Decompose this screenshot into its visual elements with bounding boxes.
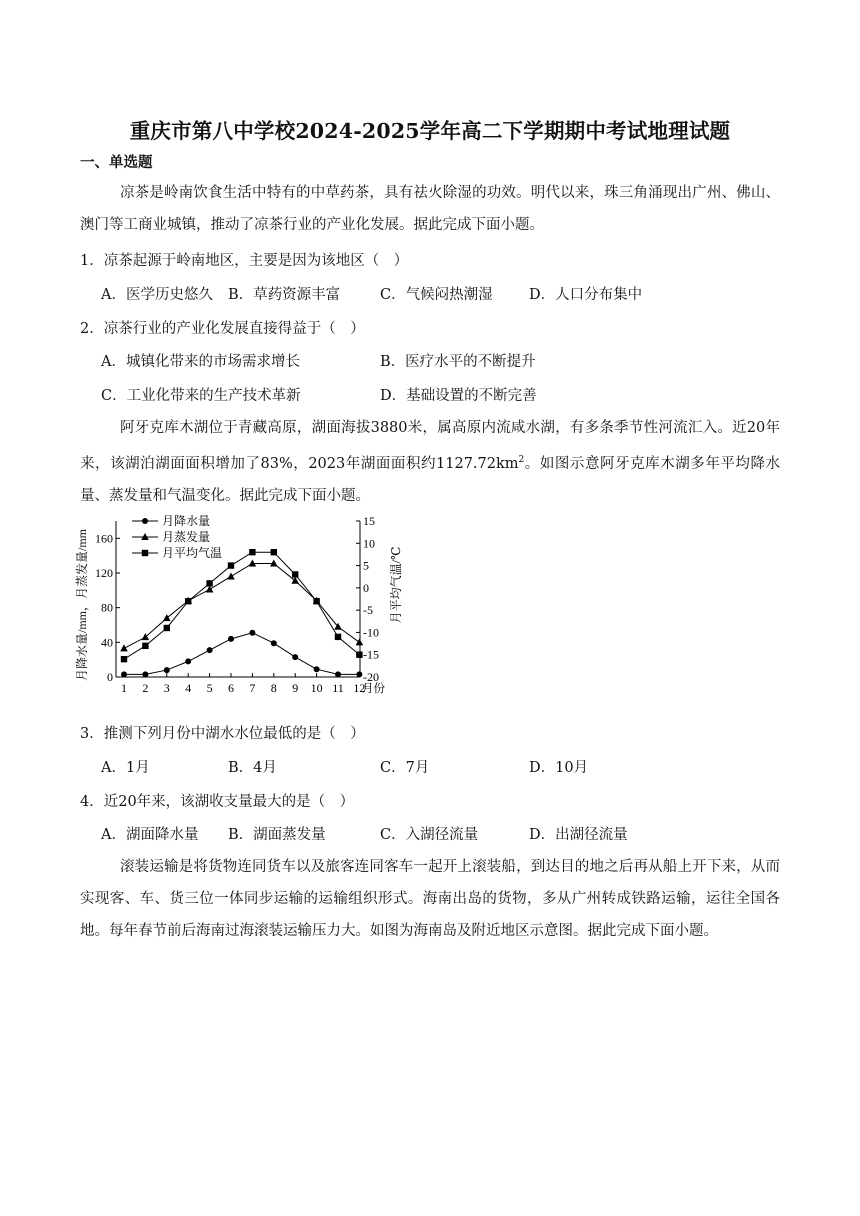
x-tick-label: 2: [142, 681, 149, 695]
q1-option-b: B．草药资源丰富: [228, 287, 341, 303]
left-axis-title: 月降水量/mm，月蒸发量/mm: [75, 528, 89, 682]
data-point-circle: [164, 667, 170, 673]
page-title: 重庆市第八中学校2024-2025学年高二下学期期中考试地理试题: [129, 119, 731, 143]
question-3-stem: 3．推测下列月份中湖水水位最低的是（ ）: [80, 726, 365, 742]
superscript-2: 2: [518, 455, 525, 465]
x-axis-unit: 月份: [362, 683, 385, 695]
x-tick-label: 11: [332, 681, 344, 695]
material-2: [80, 412, 780, 512]
data-point-circle: [142, 671, 148, 677]
data-point-square: [142, 643, 148, 649]
right-tick-label: 10: [363, 536, 375, 551]
data-point-square: [356, 652, 362, 658]
data-point-circle: [185, 658, 191, 664]
q1-option-c: C．气候闷热潮湿: [380, 287, 493, 303]
q3-option-d: D．10月: [529, 760, 589, 776]
left-tick-label: 40: [101, 635, 113, 650]
data-point-triangle: [120, 644, 128, 651]
right-tick-label: -20: [363, 670, 379, 684]
section-heading: 一、单选题: [80, 154, 153, 171]
legend-marker-circle: [142, 518, 148, 524]
legend-marker-square: [142, 550, 148, 556]
x-tick-label: 6: [228, 681, 234, 695]
data-point-circle: [356, 671, 362, 677]
data-point-square: [335, 634, 341, 640]
question-4-stem: 4．近20年来，该湖收支量最大的是（ ）: [80, 794, 355, 810]
left-tick-label: 160: [95, 531, 113, 546]
data-point-square: [185, 598, 191, 604]
data-point-circle: [292, 654, 298, 660]
question-1-stem: 1．凉茶起源于岭南地区，主要是因为该地区（ ）: [80, 253, 409, 269]
series-line-square: [124, 552, 359, 659]
q3-option-c: C．7月: [380, 760, 430, 776]
x-tick-label: 1: [121, 681, 127, 695]
left-tick-label: 80: [101, 600, 113, 615]
x-tick-label: 5: [206, 681, 213, 695]
data-point-circle: [314, 666, 320, 672]
legend-label: 月降水量: [162, 515, 211, 528]
q4-option-c: C．入湖径流量: [380, 827, 479, 843]
left-tick-label: 120: [95, 566, 113, 580]
legend-label: 月平均气温: [162, 546, 223, 560]
series-line-circle: [124, 633, 359, 675]
data-point-circle: [121, 671, 127, 677]
q2-option-d: D．基础设置的不断完善: [380, 388, 537, 404]
x-tick-label: 9: [292, 681, 299, 695]
right-tick-label: -10: [363, 625, 379, 640]
right-tick-label: -15: [363, 647, 379, 662]
q1-option-d: D．人口分布集中: [529, 287, 643, 303]
data-point-square: [228, 562, 234, 568]
material-1: 凉茶是岭南饮食生活中特有的中草药茶，具有祛火除湿的功效。明代以来，珠三角涌现出广州、佛山、澳门等工商业城镇，推动了凉茶行业的产业化发展。据此完成下面小题。: [80, 185, 780, 233]
data-point-circle: [228, 636, 234, 642]
question-2-stem: 2．凉茶行业的产业化发展直接得益于（ ）: [80, 321, 365, 337]
q2-option-c: C．工业化带来的生产技术革新: [101, 388, 301, 404]
data-point-triangle: [227, 572, 235, 579]
q1-option-a: A．医学历史悠久: [101, 287, 213, 303]
x-tick-label: 3: [163, 681, 170, 695]
q3-option-a: A．1月: [101, 760, 150, 776]
climate-chart: [72, 515, 412, 710]
q3-option-b: B．4月: [228, 760, 277, 776]
x-tick-label: 4: [185, 681, 192, 695]
data-point-circle: [335, 671, 341, 677]
right-tick-label: 5: [363, 558, 369, 573]
x-tick-label: 10: [310, 681, 323, 695]
right-tick-label: 15: [363, 515, 375, 528]
data-point-circle: [207, 647, 213, 653]
x-tick-label: 12: [353, 681, 366, 695]
data-point-triangle: [163, 614, 171, 621]
material-2-text-a: 阿牙克库木湖位于青藏高原，湖面海拔3880米，属高原内流咸水湖，有多条季节性河流汇入。近20年来，该湖泊湖面面积增加了83%，2023年湖面面积约1127.72km: [80, 420, 780, 472]
data-point-square: [249, 549, 255, 555]
data-point-circle: [271, 640, 277, 646]
left-tick-label: 0: [107, 670, 113, 684]
legend-label: 月蒸发量: [162, 530, 211, 544]
x-tick-label: 8: [270, 681, 277, 695]
data-point-square: [206, 580, 212, 586]
data-point-square: [121, 656, 127, 662]
right-axis-title: 月平均气温/℃: [389, 546, 403, 624]
x-tick-label: 7: [249, 681, 256, 695]
material-3: 滚装运输是将货物连同货车以及旅客连同客车一起开上滚装船，到达目的地之后再从船上开下来，从而实现客、车、货三位一体同步运输的运输组织形式。海南出岛的货物，多从广州转成铁路运输，运往全国各地。每年春节前后海南过海滚装运输压力大。如图为海南岛及附近地区示意图。据此完成下面小题。: [80, 859, 780, 939]
q2-option-a: A．城镇化带来的市场需求增长: [101, 354, 300, 370]
q4-option-b: B．湖面蒸发量: [228, 827, 326, 843]
right-tick-label: -5: [363, 603, 373, 618]
data-point-square: [313, 598, 319, 604]
data-point-circle: [249, 630, 255, 636]
q2-option-b: B．医疗水平的不断提升: [380, 354, 536, 370]
data-point-square: [292, 571, 298, 577]
q4-option-d: D．出湖径流量: [529, 827, 628, 843]
material-2-text-b: 。如图示意阿牙克库木湖多年平均降水量、蒸发量和气温变化。据此完成下面小题。: [80, 455, 780, 504]
data-point-square: [271, 549, 277, 555]
data-point-square: [164, 625, 170, 631]
right-tick-label: 0: [363, 580, 369, 595]
q4-option-a: A．湖面降水量: [101, 827, 199, 843]
